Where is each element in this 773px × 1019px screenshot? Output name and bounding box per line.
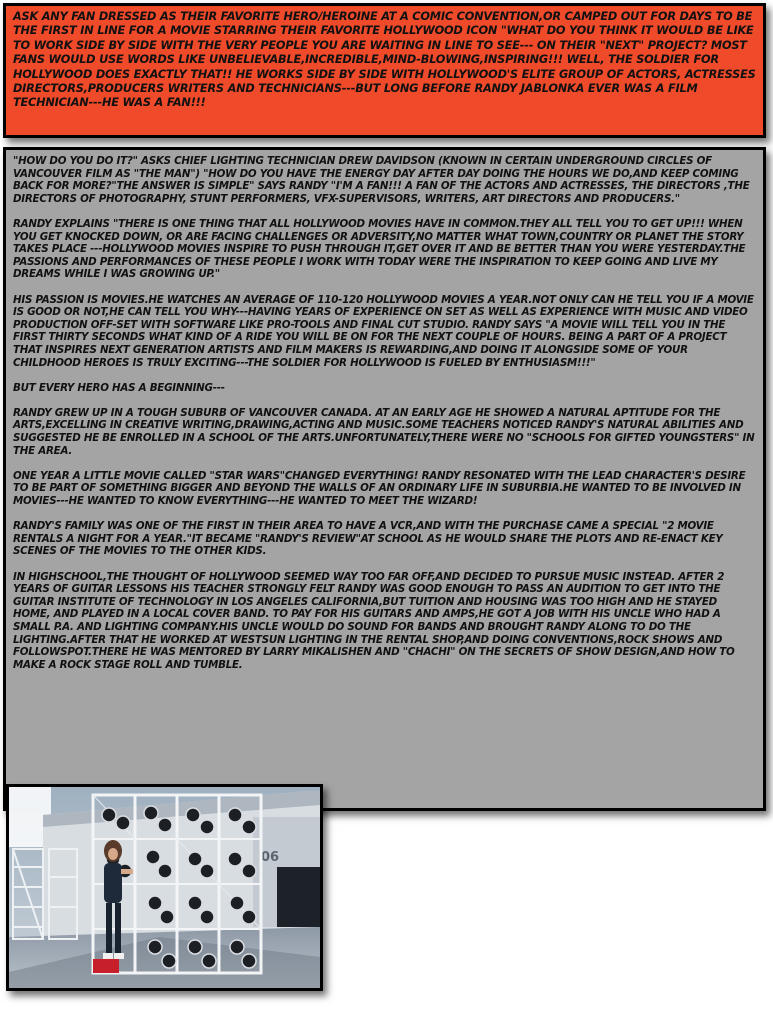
- story-paragraph-5: RANDY GREW UP IN A TOUGH SUBURB OF VANCOUVER CANADA. AT AN EARLY AGE HE SHOWED A NATURAL APTITUDE FOR THE ARTS,EXCELLING IN CREATIVE WRITING,DRAWING,ACTING AND MUSIC.SOME TEACHERS NOTICED RANDY'S NATURAL ABILITIES AND SUGGESTED HE BE ENROLLED IN A SCHOOL OF THE ARTS.UNFORTUNATELY,THERE WERE NO "SCHOOLS FOR GIFTED YOUNGSTERS" IN THE AREA.: [13, 406, 755, 457]
- story-paragraph-4: BUT EVERY HERO HAS A BEGINNING---: [13, 381, 225, 394]
- intro-text: ASK ANY FAN DRESSED AS THEIR FAVORITE HERO/HEROINE AT A COMIC CONVENTION,OR CAMPED OUT FOR DAYS TO BE THE FIRST IN LINE FOR A MOVIE STARRING THEIR FAVORITE HOLLYWOOD ICON "WHAT DO YOU THINK IT WOULD BE LIKE TO WORK SIDE BY SIDE WITH THE VERY PEOPLE YOU ARE WAITING IN LINE TO SEE--- ON THEIR "NEXT" PROJECT? MOST FANS WOULD USE WORDS LIKE UNBELIEVABLE,INCREDIBLE,MIND-BLOWING,INSPIRING!!! WELL, THE SOLDIER FOR HOLLYWOOD DOES EXACTLY THAT!! HE WORKS SIDE BY SIDE WITH HOLLYWOOD'S ELITE GROUP OF ACTORS, ACTRESSES DIRECTORS,PRODUCERS WRITERS AND TECHNICIANS---BUT LONG BEFORE RANDY JABLONKA EVER WAS A FILM TECHNICIAN---HE WAS A FAN!!!: [13, 10, 756, 110]
- story-panel: [3, 147, 766, 811]
- warehouse-photo: [9, 787, 320, 988]
- story-paragraph-7: RANDY'S FAMILY WAS ONE OF THE FIRST IN THEIR AREA TO HAVE A VCR,AND WITH THE PURCHASE CAME A SPECIAL "2 MOVIE RENTALS A NIGHT FOR A YEAR."IT BECAME "RANDY'S REVIEW"AT SCHOOL AS HE WOULD SHARE THE PLOTS AND RE-ENACT KEY SCENES OF THE MOVIES TO THE OTHER KIDS.: [13, 520, 723, 558]
- dumpster: [277, 867, 320, 927]
- red-crate: [93, 959, 119, 973]
- story-paragraph-6: ONE YEAR A LITTLE MOVIE CALLED "STAR WARS"CHANGED EVERYTHING! RANDY RESONATED WITH THE LEAD CHARACTER'S DESIRE TO BE PART OF SOMETHING BIGGER AND BEYOND THE WALLS OF AN ORDINARY LIFE IN SUBURBIA.HE WANTED TO BE INVOLVED IN MOVIES---HE WANTED TO KNOW EVERYTHING---HE WANTED TO MEET THE WIZARD!: [13, 469, 746, 508]
- door-number: 06: [261, 850, 280, 865]
- intro-panel: [3, 3, 766, 138]
- photo-panel: [6, 784, 323, 991]
- story-paragraph-8: IN HIGHSCHOOL,THE THOUGHT OF HOLLYWOOD SEEMED WAY TOO FAR OFF,AND DECIDED TO PURSUE MUSIC INSTEAD. AFTER 2 YEARS OF GUITAR LESSONS HIS TEACHER STRONGLY FELT RANDY WAS GOOD ENOUGH TO PASS AN AUDITION TO GET INTO THE GUITAR INSTITUTE OF TECHNOLOGY IN LOS ANGELES CALIFORNIA,BUT TUITION AND HOUSING WAS TOO HIGH AND HE STAYED HOME, AND PLAYED IN A LOCAL COVER BAND. TO PAY FOR HIS GUITARS AND AMPS,HE GOT A JOB WITH HIS UNCLE WHO HAD A SMALL P.A. AND LIGHTING COMPANY.HIS UNCLE WOULD DO SOUND FOR BANDS AND BROUGHT RANDY ALONG TO DO THE LIGHTING.AFTER THAT HE WORKED AT WESTSUN LIGHTING IN THE RENTAL SHOP,AND DOING CONVENTIONS,ROCK SHOWS AND FOLLOWSPOT.THERE HE WAS MENTORED BY LARRY MIKALISHEN AND "CHACHI" ON THE SECRETS OF SHOW DESIGN,AND HOW TO MAKE A ROCK STAGE ROLL AND TUMBLE.: [13, 570, 735, 671]
- story-paragraph-1: "HOW DO YOU DO IT?" ASKS CHIEF LIGHTING TECHNICIAN DREW DAVIDSON (KNOWN IN CERTAIN UNDERGROUND CIRCLES OF VANCOUVER FILM AS "THE MAN") "HOW DO YOU HAVE THE ENERGY DAY AFTER DAY DOING THE HOURS WE DO,AND KEEP COMING BACK FOR MORE?"THE ANSWER IS SIMPLE" SAYS RANDY "I'M A FAN!!! A FAN OF THE ACTORS AND ACTRESSES, THE DIRECTORS ,THE DIRECTORS OF PHOTOGRAPHY, STUNT PERFORMERS, VFX-SUPERVISORS, WRITERS, ART DIRECTORS AND PRODUCERS.": [13, 155, 750, 205]
- story-paragraph-3: HIS PASSION IS MOVIES.HE WATCHES AN AVERAGE OF 110-120 HOLLYWOOD MOVIES A YEAR.NOT ONLY CAN HE TELL YOU IF A MOVIE IS GOOD OR NOT,HE CAN TELL YOU WHY---HAVING YEARS OF EXPERIENCE ON SET AS WELL AS EXPERIENCE WITH MUSIC AND VIDEO PRODUCTION OFF-SET WITH SOFTWARE LIKE PRO-TOOLS AND FINAL CUT STUDIO. RANDY SAYS "A MOVIE WILL TELL YOU IN THE FIRST THIRTY SECONDS WHAT KIND OF A RIDE YOU WILL BE ON FOR THE NEXT COUPLE OF HOURS. BEING A PART OF A PROJECT THAT INSPIRES NEXT GENERATION ARTISTS AND FILM MAKERS IS REWARDING,AND DOING IT ALONGSIDE SOME OF YOUR CHILDHOOD HEROES IS TRULY EXCITING---THE SOLDIER FOR HOLLYWOOD IS FUELED BY ENTHUSIASM!!!": [13, 293, 754, 369]
- story-paragraph-2: RANDY EXPLAINS "THERE IS ONE THING THAT ALL HOLLYWOOD MOVIES HAVE IN COMMON.THEY ALL TELL YOU TO GET UP!!! WHEN YOU GET KNOCKED DOWN, OR ARE FACING CHALLENGES OR ADVERSITY,NO MATTER WHAT TOWN,COUNTRY OR PLANET THE STORY TAKES PLACE ---HOLLYWOOD MOVIES INSPIRE TO PUSH THROUGH IT,GET OVER IT AND BE BETTER THAN YOU WERE YESTERDAY.THE PASSIONS AND PERFORMANCES OF THESE PEOPLE I WORK WITH TODAY WERE THE INSPIRATION TO KEEP GOING AND LIVE MY DREAMS WHILE I WAS GROWING UP.": [13, 217, 746, 281]
